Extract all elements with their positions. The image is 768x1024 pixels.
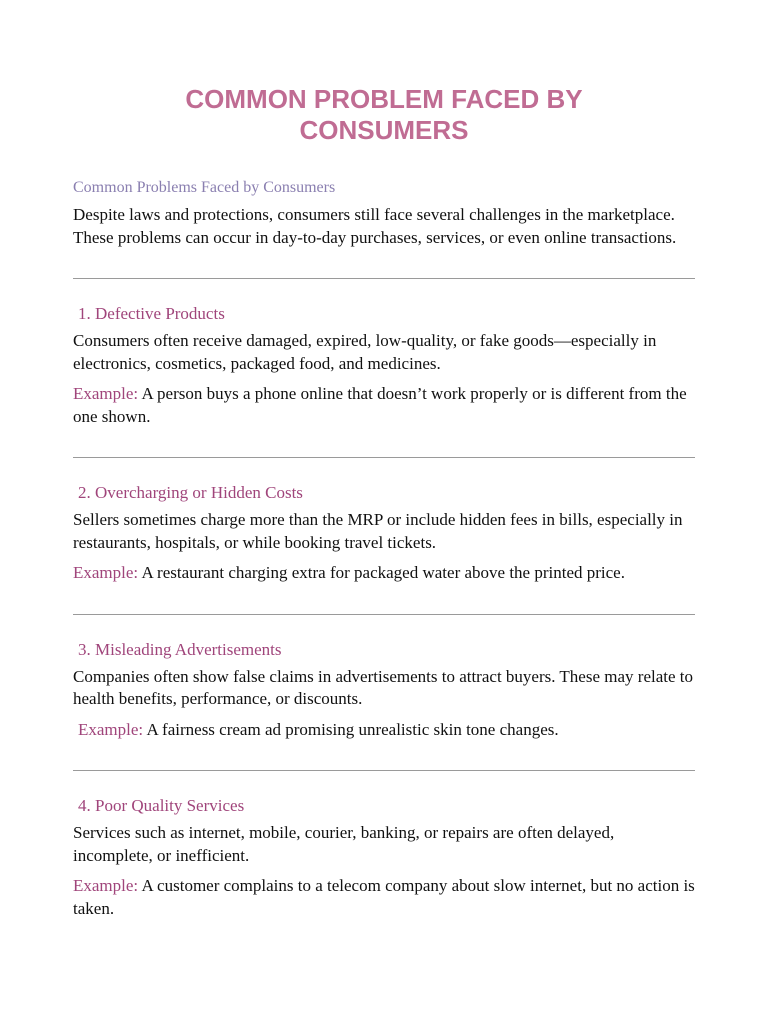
section-example (73, 875, 695, 920)
section-body: Companies often show false claims in advertisements to attract buyers. These may relate to health benefits, performance, or discounts. (73, 666, 694, 708)
intro-paragraph: Despite laws and protections, consumers still face several challenges in the marketplace. These problems can occur in day-to-day purchases, services, or even online transactions. (73, 205, 677, 247)
example-label: Example: (73, 384, 139, 403)
section-poor-services (73, 795, 695, 920)
section-body: Consumers often receive damaged, expired, low-quality, or fake goods—especially in electronics, cosmetics, packaged food, and medicines. (73, 331, 657, 373)
section-example (73, 719, 695, 742)
example-text: A fairness cream ad promising unrealistic skin tone changes. (146, 719, 559, 739)
section-overcharging (73, 482, 695, 585)
title-line-1: COMMON PROBLEM FACED BY (185, 84, 583, 114)
section-example (73, 562, 695, 585)
section-divider (73, 614, 695, 615)
document-title (73, 84, 695, 146)
title-line-2: CONSUMERS (299, 115, 469, 145)
section-title: 1. Defective Products (78, 304, 225, 323)
example-label: Example: (73, 876, 139, 895)
section-title: 2. Overcharging or Hidden Costs (78, 483, 303, 502)
example-label: Example: (73, 563, 139, 582)
section-title: 3. Misleading Advertisements (78, 639, 282, 659)
example-text: A person buys a phone online that doesn’t work properly or is different from the one shown. (73, 384, 687, 426)
section-misleading-ads (73, 639, 695, 742)
example-text: A customer complains to a telecom company about slow internet, but no action is taken. (73, 876, 695, 918)
document-page (73, 84, 695, 949)
section-divider (73, 457, 695, 458)
example-text: A restaurant charging extra for packaged water above the printed price. (141, 563, 625, 582)
subheading: Common Problems Faced by Consumers (73, 179, 336, 196)
section-divider (73, 770, 695, 771)
section-body: Sellers sometimes charge more than the MRP or include hidden fees in bills, especially in restaurants, hospitals, or while booking travel tickets. (73, 510, 683, 552)
example-label: Example: (78, 719, 144, 739)
section-body: Services such as internet, mobile, courier, banking, or repairs are often delayed, incomplete, or inefficient. (73, 823, 615, 865)
section-divider (73, 278, 695, 279)
section-defective-products (73, 303, 695, 428)
section-example (73, 383, 695, 428)
section-title: 4. Poor Quality Services (78, 796, 245, 815)
